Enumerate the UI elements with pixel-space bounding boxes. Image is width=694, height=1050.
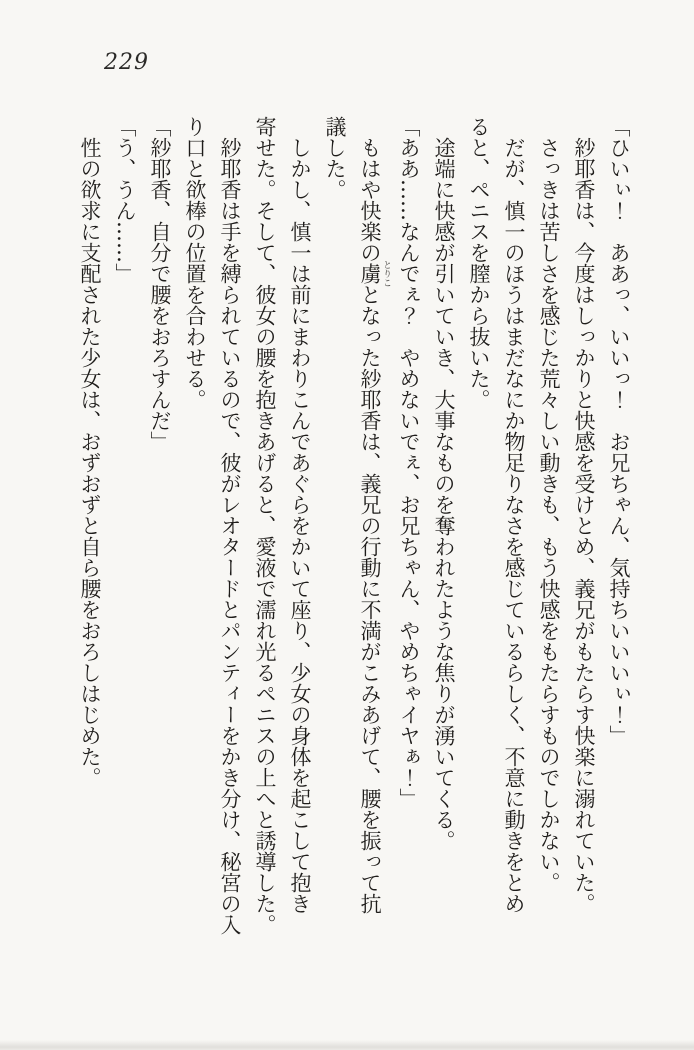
scan-bottom-shadow [0,1040,694,1050]
ruby-base: 虜 [358,260,382,287]
text-line: 途端に快感が引いていき、大事なものを奪われたような焦りが湧いてくる。 [432,116,456,851]
text-segment: となった紗耶香は、義兄の行動に不満がこみあげて、腰を振って抗 [358,284,382,914]
ruby-annotation [358,260,391,287]
text-line: 「う、うん……」 [113,116,137,284]
text-segment: もはや快楽の [358,116,382,263]
text-line: だが、慎一のほうはまだなにか物足りなさを感じているらしく、不意に動きをとめ [502,116,526,914]
ruby-text: とりこ [381,260,391,287]
text-line: 寄せた。そして、彼女の腰を抱きあげると、愛液で濡れ光るペニスの上へと誘導した。 [253,116,277,935]
page-number: 229 [104,50,149,75]
text-line: 「ああ……なんでぇ？ やめないでぇ、お兄ちゃん、やめちゃイヤぁ！」 [397,116,421,809]
text-line: ると、ペニスを膣から抜いた。 [467,116,491,410]
text-line: 紗耶香は、今度はしっかりと快感を受けとめ、義兄がもたらす快楽に溺れていた。 [572,116,596,914]
text-line: 「紗耶香、自分で腰をおろすんだ」 [148,116,172,452]
text-line: 性の欲求に支配された少女は、おずおずと自ら腰をおろしはじめた。 [78,116,102,788]
text-line [352,116,391,956]
text-line: り口と欲棒の位置を合わせる。 [183,116,207,410]
text-line: しかし、慎一は前にまわりこんであぐらをかいて座り、少女の身体を起こして抱き [288,116,312,914]
text-line: 紗耶香は手を縛られているので、彼がレオタードとパンティーをかき分け、秘宮の入 [218,116,242,935]
text-line: 「ひいぃ！ ああっ、いいっ！ お兄ちゃん、気持ちいいいぃ！」 [607,116,631,746]
vertical-text-block [72,116,636,956]
text-line: さっきは苦しさを感じた荒々しい動きも、もう快感をもたらすものでしかない。 [537,116,561,893]
text-line: 議した。 [323,116,347,200]
